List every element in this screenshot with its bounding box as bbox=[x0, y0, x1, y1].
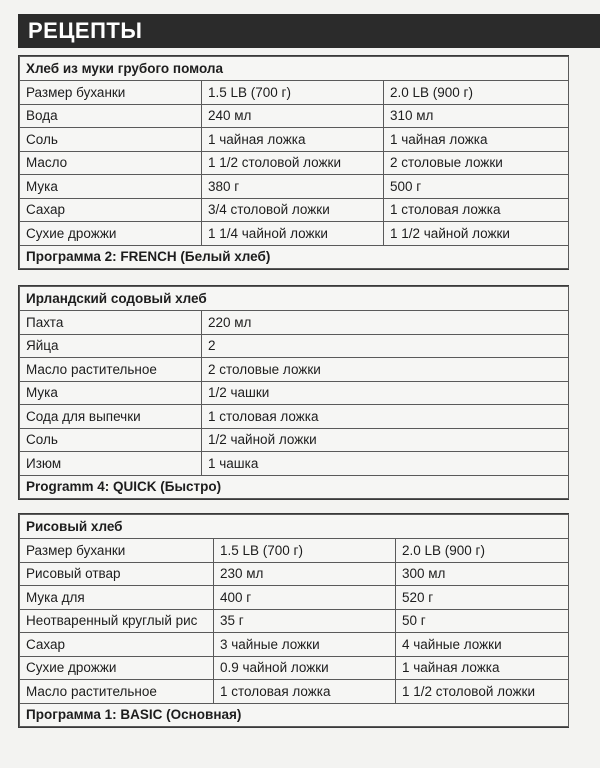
section-header-bar bbox=[18, 14, 600, 48]
program-setting: Программа 2: FRENCH (Белый хлеб) bbox=[20, 245, 569, 268]
ingredient-name: Мука bbox=[20, 381, 202, 405]
ingredient-name: Сода для выпечки bbox=[20, 405, 202, 429]
table-row bbox=[20, 562, 569, 586]
ingredient-name: Мука для bbox=[20, 586, 214, 610]
ingredient-amount: 2.0 LB (900 г) bbox=[396, 539, 569, 563]
ingredient-name: Изюм bbox=[20, 452, 202, 476]
ingredient-name: Масло растительное bbox=[20, 680, 214, 704]
ingredient-name: Вода bbox=[20, 104, 202, 128]
page-title: РЕЦЕПТЫ bbox=[28, 18, 143, 43]
table-row bbox=[20, 381, 569, 405]
table-row bbox=[20, 81, 569, 105]
ingredient-amount: 300 мл bbox=[396, 562, 569, 586]
ingredient-amount: 1.5 LB (700 г) bbox=[214, 539, 396, 563]
recipe-title: Хлеб из муки грубого помола bbox=[20, 57, 569, 81]
ingredient-name: Масло bbox=[20, 151, 202, 175]
ingredient-amount: 3/4 столовой ложки bbox=[202, 198, 384, 222]
ingredient-amount: 1 чайная ложка bbox=[396, 656, 569, 680]
ingredient-amount: 1 1/2 чайной ложки bbox=[384, 222, 569, 246]
ingredient-amount: 1 чашка bbox=[202, 452, 569, 476]
ingredient-amount: 35 г bbox=[214, 609, 396, 633]
ingredient-name: Соль bbox=[20, 128, 202, 152]
ingredient-amount: 1 чайная ложка bbox=[202, 128, 384, 152]
ingredient-name: Соль bbox=[20, 428, 202, 452]
ingredient-amount: 1/2 чашки bbox=[202, 381, 569, 405]
table-row bbox=[20, 680, 569, 704]
table-row bbox=[20, 656, 569, 680]
ingredient-amount: 3 чайные ложки bbox=[214, 633, 396, 657]
ingredient-amount: 2 столовые ложки bbox=[202, 358, 569, 382]
recipe-title: Ирландский содовый хлеб bbox=[20, 287, 569, 311]
recipe-irish-soda-bread bbox=[18, 285, 569, 500]
table-row bbox=[20, 334, 569, 358]
ingredient-amount: 220 мл bbox=[202, 311, 569, 335]
ingredient-name: Яйца bbox=[20, 334, 202, 358]
ingredient-amount: 500 г bbox=[384, 175, 569, 199]
table-row bbox=[20, 428, 569, 452]
table-row bbox=[20, 609, 569, 633]
ingredient-name: Пахта bbox=[20, 311, 202, 335]
table-row bbox=[20, 586, 569, 610]
ingredient-name: Сухие дрожжи bbox=[20, 222, 202, 246]
table-row bbox=[20, 633, 569, 657]
ingredient-name: Размер буханки bbox=[20, 539, 214, 563]
program-setting: Programm 4: QUICK (Быстро) bbox=[20, 475, 569, 498]
recipe-table bbox=[19, 286, 569, 499]
table-row bbox=[20, 539, 569, 563]
ingredient-amount: 2 столовые ложки bbox=[384, 151, 569, 175]
ingredient-amount: 1 столовая ложка bbox=[214, 680, 396, 704]
table-row bbox=[20, 452, 569, 476]
recipe-title: Рисовый хлеб bbox=[20, 515, 569, 539]
ingredient-amount: 1 1/2 столовой ложки bbox=[396, 680, 569, 704]
table-row bbox=[20, 104, 569, 128]
ingredient-name: Мука bbox=[20, 175, 202, 199]
ingredient-name: Масло растительное bbox=[20, 358, 202, 382]
recipe-table bbox=[19, 56, 569, 269]
table-row bbox=[20, 222, 569, 246]
ingredient-amount: 1 1/2 столовой ложки bbox=[202, 151, 384, 175]
table-row bbox=[20, 358, 569, 382]
ingredient-amount: 380 г bbox=[202, 175, 384, 199]
ingredient-name: Сухие дрожжи bbox=[20, 656, 214, 680]
ingredient-amount: 1/2 чайной ложки bbox=[202, 428, 569, 452]
ingredient-amount: 400 г bbox=[214, 586, 396, 610]
ingredient-name: Рисовый отвар bbox=[20, 562, 214, 586]
ingredient-amount: 1 чайная ложка bbox=[384, 128, 569, 152]
ingredient-amount: 2 bbox=[202, 334, 569, 358]
table-row bbox=[20, 198, 569, 222]
table-row bbox=[20, 405, 569, 429]
ingredient-amount: 1 1/4 чайной ложки bbox=[202, 222, 384, 246]
ingredient-name: Размер буханки bbox=[20, 81, 202, 105]
ingredient-name: Сахар bbox=[20, 198, 202, 222]
table-row bbox=[20, 128, 569, 152]
ingredient-amount: 1 столовая ложка bbox=[384, 198, 569, 222]
table-row bbox=[20, 151, 569, 175]
ingredient-amount: 230 мл bbox=[214, 562, 396, 586]
ingredient-name: Сахар bbox=[20, 633, 214, 657]
ingredient-amount: 2.0 LB (900 г) bbox=[384, 81, 569, 105]
recipe-rice-bread bbox=[18, 513, 569, 728]
ingredient-amount: 1 столовая ложка bbox=[202, 405, 569, 429]
ingredient-amount: 50 г bbox=[396, 609, 569, 633]
program-setting: Программа 1: BASIC (Основная) bbox=[20, 703, 569, 726]
recipe-table bbox=[19, 514, 569, 727]
ingredient-amount: 4 чайные ложки bbox=[396, 633, 569, 657]
ingredient-amount: 240 мл bbox=[202, 104, 384, 128]
ingredient-amount: 1.5 LB (700 г) bbox=[202, 81, 384, 105]
recipe-whole-grain-bread bbox=[18, 55, 569, 270]
ingredient-amount: 310 мл bbox=[384, 104, 569, 128]
ingredient-amount: 520 г bbox=[396, 586, 569, 610]
table-row bbox=[20, 311, 569, 335]
ingredient-amount: 0.9 чайной ложки bbox=[214, 656, 396, 680]
table-row bbox=[20, 175, 569, 199]
ingredient-name: Неотваренный круглый рис bbox=[20, 609, 214, 633]
